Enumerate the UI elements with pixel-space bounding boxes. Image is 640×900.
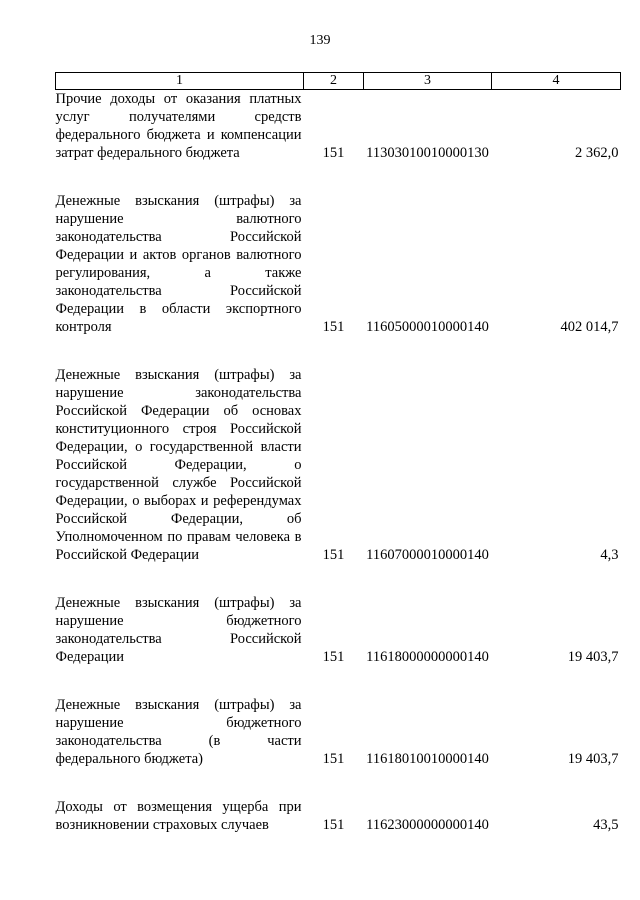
row-amount: 19 403,7 bbox=[567, 751, 619, 767]
row-amount: 19 403,7 bbox=[567, 649, 619, 665]
table-row bbox=[56, 696, 621, 768]
row-admin-code: 151 bbox=[322, 817, 345, 833]
row-amount: 4,3 bbox=[600, 547, 619, 563]
row-amount: 402 014,7 bbox=[560, 319, 619, 335]
table-row bbox=[56, 594, 621, 666]
row-admin-code: 151 bbox=[322, 547, 345, 563]
row-kbk-code: 11618000000000140 bbox=[366, 649, 489, 665]
table-header bbox=[56, 73, 621, 90]
column-header-2: 2 bbox=[304, 73, 364, 90]
table-row bbox=[56, 366, 621, 564]
row-kbk-code: 11303010010000130 bbox=[366, 145, 489, 161]
table-row bbox=[56, 798, 621, 834]
table-row bbox=[56, 192, 621, 336]
row-kbk-code: 11623000000000140 bbox=[366, 817, 489, 833]
row-admin-code: 151 bbox=[322, 319, 345, 335]
row-admin-code: 151 bbox=[322, 751, 345, 767]
column-header-1: 1 bbox=[56, 73, 304, 90]
row-admin-code: 151 bbox=[322, 145, 345, 161]
row-description: Денежные взыскания (штрафы) за нарушение бюджетного законодательства (в части федерального бюджета) bbox=[55, 697, 302, 767]
revenue-table bbox=[55, 72, 621, 834]
row-description: Денежные взыскания (штрафы) за нарушение бюджетного законодательства Российской Федерации bbox=[55, 595, 302, 665]
row-admin-code: 151 bbox=[322, 649, 345, 665]
row-description: Денежные взыскания (штрафы) за нарушение валютного законодательства Российской Федерации и актов органов валютного регулирования, а также законодательства Российской Федерации в области экспортного контроля bbox=[55, 193, 302, 335]
table-row bbox=[56, 90, 621, 163]
row-amount: 2 362,0 bbox=[575, 145, 619, 161]
column-header-4: 4 bbox=[492, 73, 621, 90]
row-description: Денежные взыскания (штрафы) за нарушение законодательства Российской Федерации об основах конституционного строя Российской Федерации, о государственной власти Российской Федерации, о государственной службе Российской Федерации, о выборах и референдумах Российской Федерации, об Уполномоченном по правам человека в Российской Федерации bbox=[55, 367, 302, 563]
page-number: 139 bbox=[309, 33, 331, 48]
row-kbk-code: 11607000010000140 bbox=[366, 547, 489, 563]
row-kbk-code: 11605000010000140 bbox=[366, 319, 489, 335]
row-description: Прочие доходы от оказания платных услуг получателями средств федерального бюджета и компенсации затрат федерального бюджета bbox=[55, 91, 302, 161]
column-header-3: 3 bbox=[364, 73, 492, 90]
row-kbk-code: 11618010010000140 bbox=[366, 751, 489, 767]
row-amount: 43,5 bbox=[593, 817, 619, 833]
row-description: Доходы от возмещения ущерба при возникновении страховых случаев bbox=[55, 799, 302, 833]
